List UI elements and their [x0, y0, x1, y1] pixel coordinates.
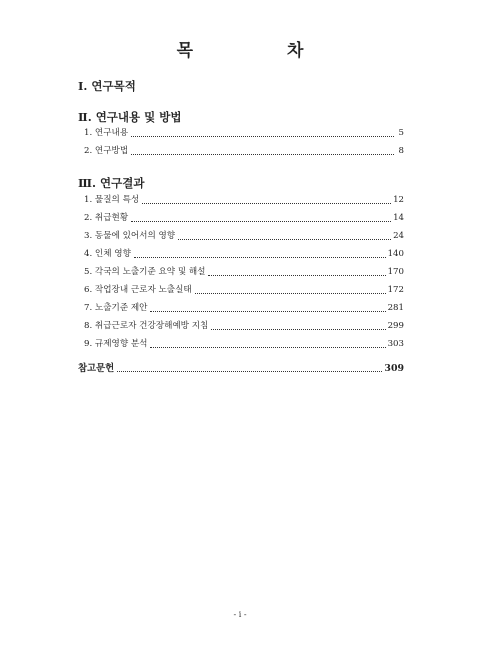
- toc-entry-label: 8. 취급근로자 건강장해예방 지침: [84, 321, 209, 331]
- toc-entry-label: 2. 취급현황: [84, 213, 129, 223]
- section-heading-results: Ⅲ. 연구결과: [78, 176, 145, 190]
- toc-entry[interactable]: [84, 319, 404, 332]
- toc-entry-page: 309: [384, 363, 404, 374]
- dot-leader: [131, 221, 391, 222]
- toc-entry-page: 12: [393, 195, 404, 205]
- toc-entry-page: 281: [387, 303, 404, 313]
- toc-entry-label: 1. 연구내용: [84, 128, 129, 138]
- toc-entry-page: 170: [387, 267, 404, 277]
- dot-leader: [208, 275, 385, 276]
- toc-entry-label: 9. 규제영향 분석: [84, 339, 148, 349]
- toc-entry-label: 2. 연구방법: [84, 146, 129, 156]
- toc-entry-page: 172: [387, 285, 404, 295]
- toc-entry-page: 303: [387, 339, 404, 349]
- dot-leader: [131, 154, 394, 155]
- toc-entry[interactable]: [84, 283, 404, 296]
- toc-entry-page: 14: [393, 213, 404, 223]
- toc-entry-page: 8: [398, 146, 404, 156]
- toc-entry[interactable]: [84, 337, 404, 350]
- toc-entry-label: 4. 인체 영향: [84, 249, 131, 259]
- toc-entry[interactable]: [84, 247, 404, 260]
- toc-entry-page: 299: [387, 321, 404, 331]
- toc-entry-label: 6. 작업장내 근로자 노출실태: [84, 285, 192, 295]
- toc-entry-label: 7. 노출기준 제안: [84, 303, 148, 313]
- toc-entry[interactable]: [84, 144, 404, 157]
- toc-entry-label: 5. 각국의 노출기준 요약 및 해설: [84, 267, 206, 277]
- toc-entry[interactable]: [84, 126, 404, 139]
- toc-entry[interactable]: [84, 193, 404, 206]
- toc-entry[interactable]: [84, 211, 404, 224]
- toc-entry[interactable]: [84, 229, 404, 242]
- dot-leader: [134, 257, 386, 258]
- toc-entry-label: 1. 물질의 특성: [84, 195, 140, 205]
- section-heading-content-method: Ⅱ. 연구내용 및 방법: [78, 110, 182, 124]
- toc-entry-page: 24: [393, 231, 404, 241]
- toc-entry-page: 5: [398, 128, 404, 138]
- page-title: 목 차: [176, 41, 348, 61]
- toc-entry-label: 3. 동물에 있어서의 영향: [84, 231, 176, 241]
- toc-entry-label: 참고문헌: [78, 363, 115, 374]
- dot-leader: [117, 371, 382, 372]
- dot-leader: [211, 329, 385, 330]
- toc-entry-references[interactable]: [78, 361, 404, 374]
- dot-leader: [195, 293, 386, 294]
- section-heading-purpose: Ⅰ. 연구목적: [78, 79, 136, 93]
- toc-entry[interactable]: [84, 301, 404, 314]
- dot-leader: [142, 203, 391, 204]
- dot-leader: [178, 239, 391, 240]
- dot-leader: [150, 311, 385, 312]
- page-number-footer: - i -: [233, 610, 247, 619]
- dot-leader: [150, 347, 385, 348]
- dot-leader: [131, 136, 394, 137]
- toc-entry-page: 140: [387, 249, 404, 259]
- toc-entry[interactable]: [84, 265, 404, 278]
